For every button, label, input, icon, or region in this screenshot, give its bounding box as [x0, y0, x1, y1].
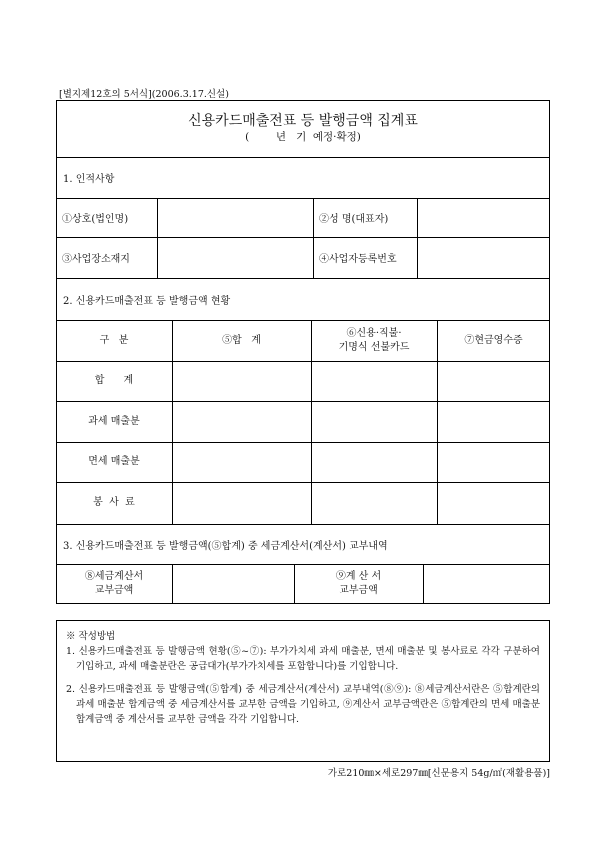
row-label-exempt: 면세 매출분: [88, 456, 140, 467]
service-card-input[interactable]: [312, 483, 436, 523]
instruction-item-1: 1. 신용카드매출전표 등 발행금액 현황(⑤~⑦): 부가가치세 과세 매출분, 면세 매출분 및 봉사료로 각각 구분하여 기입하고, 과세 매출분란은 공급대가(부가가치세를 포함합니다)를 기입합니다.: [66, 646, 540, 672]
column-header-cash-receipt: ⑦현금영수증: [464, 334, 523, 346]
form-title: 신용카드매출전표 등 발행금액 집계표: [188, 113, 418, 129]
instructions-heading: ※ 작성방법: [66, 631, 116, 642]
service-cash-input[interactable]: [438, 483, 549, 523]
column-header-total: ⑤합 계: [222, 334, 261, 346]
regno-label: ④사업자등록번호: [319, 254, 397, 265]
exempt-card-input[interactable]: [312, 443, 436, 481]
regno-value-field[interactable]: [418, 238, 549, 277]
total-card-input[interactable]: [312, 362, 436, 400]
tax-invoice-amount-label: ⑧세금계산서 교부금액: [84, 571, 144, 596]
form-reference: [별지제12호의 5서식](2006.3.17.신설): [59, 89, 229, 100]
column-header-card: ⑥신용·직불· 기명식 선불카드: [338, 327, 410, 353]
invoice-amount-input[interactable]: [424, 565, 549, 603]
taxable-card-input[interactable]: [312, 402, 436, 441]
instruction-item-2: 2. 신용카드매출전표 등 발행금액(⑤합계) 중 세금계산서(계산서) 교부내역(⑧⑨): ⑧세금계산서란은 ⑤합계란의 과세 매출분 합계금액 중 세금계산서를 교부한 금액을 기입하고, ⑨계산서 교부금액란은 ⑤합계란의 면세 매출분 합계금액 중 계산서를 교부한 금액을 각각 기입합니다.: [66, 684, 540, 725]
address-label: ③사업장소재지: [62, 254, 130, 265]
row-label-total: 합 계: [94, 375, 134, 386]
column-header-category: 구 분: [99, 334, 129, 346]
company-label: ①상호(법인명): [62, 214, 129, 225]
exempt-cash-input[interactable]: [438, 443, 549, 481]
name-value-field[interactable]: [418, 199, 549, 236]
row-label-service-charge: 봉 사 료: [93, 497, 135, 508]
section2-heading: 2. 신용카드매출전표 등 발행금액 현황: [63, 295, 231, 307]
address-value-field[interactable]: [158, 238, 312, 277]
section1-heading: 1. 인적사항: [63, 174, 115, 185]
total-cash-input[interactable]: [438, 362, 549, 400]
instructions-box: [56, 620, 550, 762]
service-sum-input[interactable]: [173, 483, 310, 523]
tax-invoice-amount-input[interactable]: [173, 565, 293, 603]
invoice-amount-label: ⑨계 산 서 교부금액: [335, 571, 382, 596]
total-sum-input[interactable]: [173, 362, 310, 400]
taxable-cash-input[interactable]: [438, 402, 549, 441]
name-label: ②성 명(대표자): [319, 214, 389, 225]
section3-heading: 3. 신용카드매출전표 등 발행금액(⑤합계) 중 세금계산서(계산서) 교부내역: [63, 540, 388, 552]
exempt-sum-input[interactable]: [173, 443, 310, 481]
taxable-sum-input[interactable]: [173, 402, 310, 441]
company-value-field[interactable]: [158, 199, 312, 236]
form-subtitle: ( 년 기 예정·확정): [245, 131, 361, 143]
paper-spec-footer: 가로210㎜×세로297㎜[신문용지 54g/㎡(재활용품)]: [327, 768, 550, 779]
row-label-taxable: 과세 매출분: [88, 415, 140, 427]
